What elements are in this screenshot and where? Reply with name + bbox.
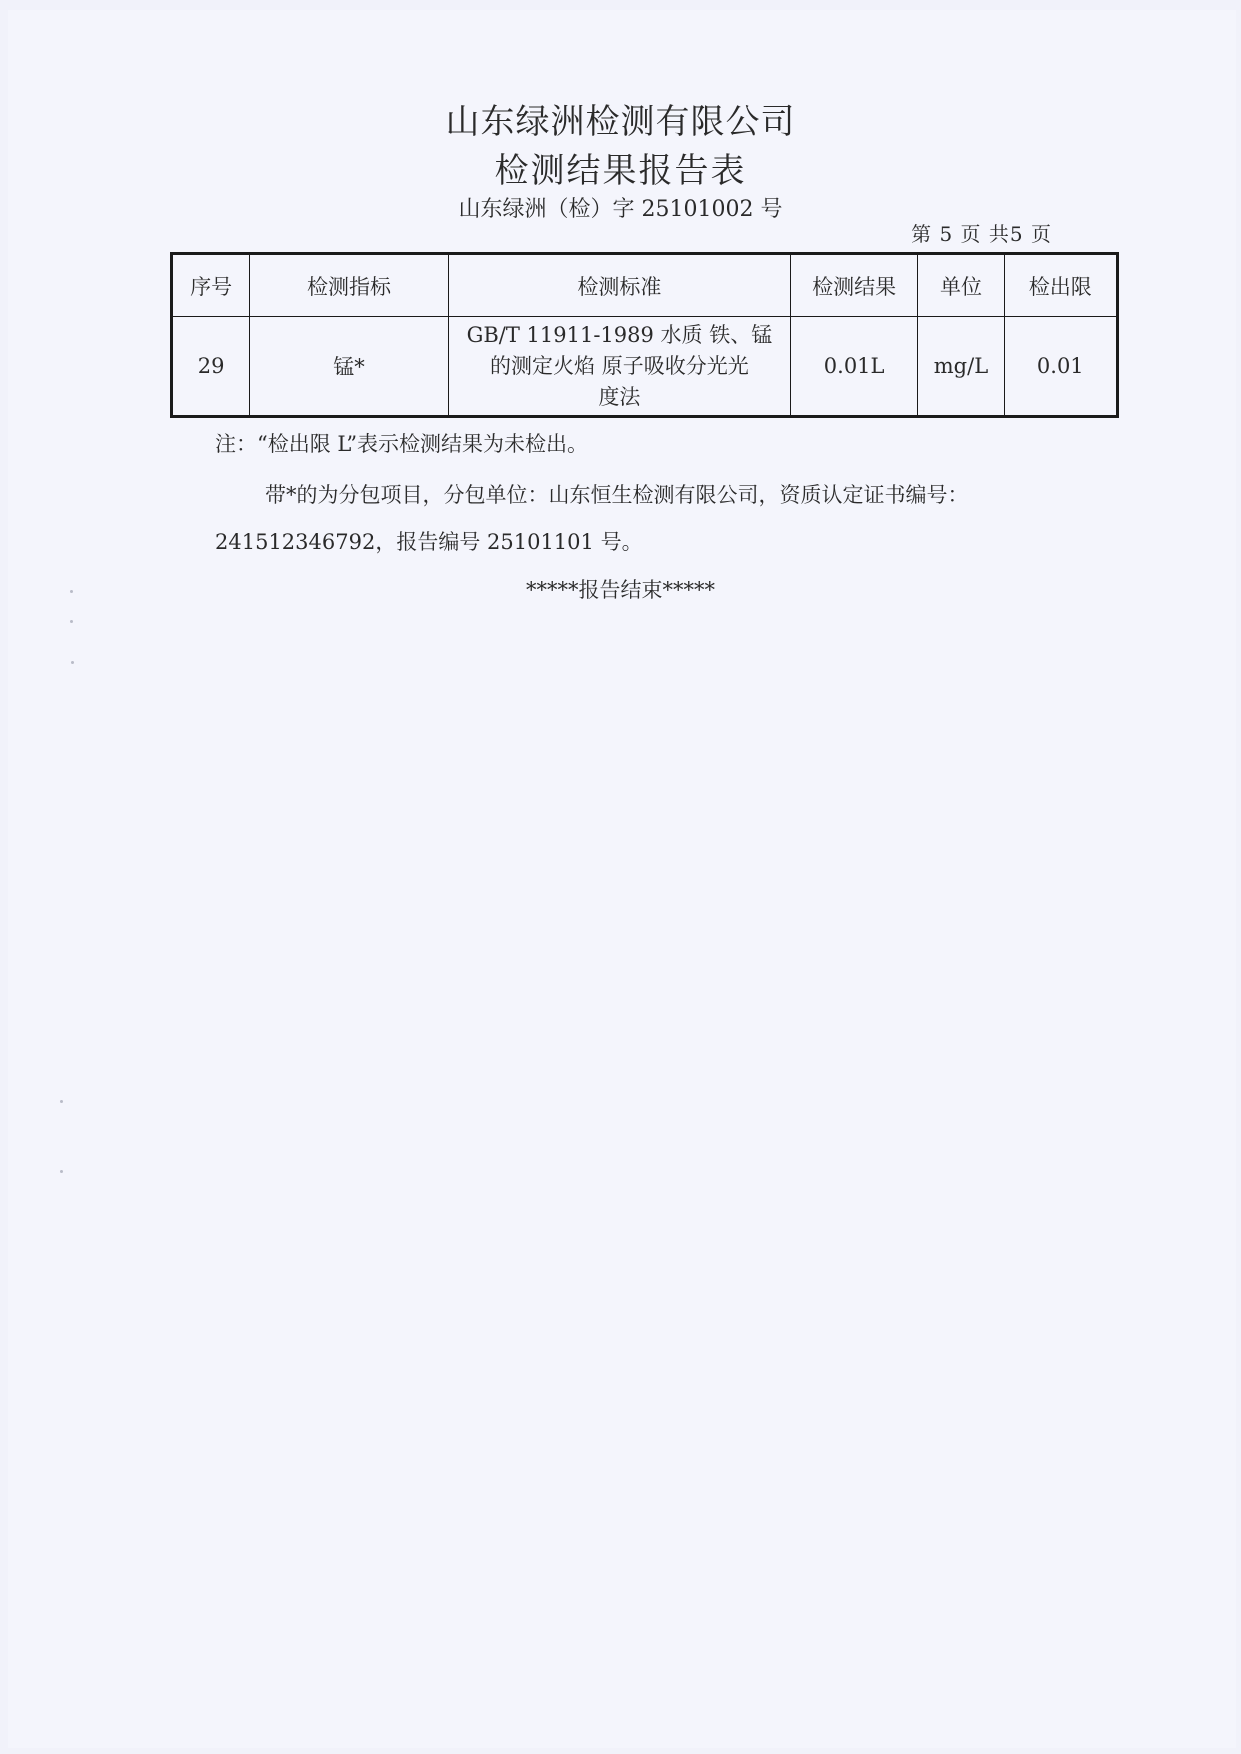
column-header-standard: 检测标准 — [448, 254, 790, 317]
results-table — [170, 252, 1119, 418]
scan-mark — [70, 590, 73, 593]
scan-mark — [60, 1170, 63, 1173]
report-title: 检测结果报告表 — [494, 151, 747, 191]
note-subcontract: 带*的为分包项目，分包单位：山东恒生检测有限公司，资质认定证书编号： — [265, 483, 969, 507]
standard-line: 的测定火焰 原子吸收分光光 — [490, 353, 749, 378]
standard-line: GB/T 11911-1989 水质 铁、锰 — [466, 322, 773, 347]
note-certificate: 241512346792，报告编号 25101101 号。 — [215, 530, 643, 554]
column-header-limit: 检出限 — [1004, 254, 1117, 317]
table-header-row — [172, 254, 1118, 317]
cell-result: 0.01L — [790, 317, 917, 417]
standard-line: 度法 — [598, 384, 641, 409]
scan-mark — [60, 1100, 63, 1103]
cell-unit: mg/L — [918, 317, 1004, 417]
column-header-item: 检测指标 — [250, 254, 449, 317]
cell-standard — [448, 317, 790, 417]
report-number: 山东绿洲（检）字 25101002 号 — [458, 197, 783, 222]
cell-item: 锰* — [250, 317, 449, 417]
table-row — [172, 317, 1118, 417]
column-header-no: 序号 — [172, 254, 250, 317]
page-indicator: 第 5 页 共5 页 — [911, 222, 1052, 246]
scan-mark — [71, 661, 74, 664]
column-header-unit: 单位 — [918, 254, 1004, 317]
column-header-result: 检测结果 — [790, 254, 917, 317]
report-end-mark: *****报告结束***** — [526, 578, 715, 602]
company-name: 山东绿洲检测有限公司 — [445, 102, 796, 142]
note-detection-limit: 注：“检出限 L”表示检测结果为未检出。 — [215, 432, 589, 456]
cell-no: 29 — [172, 317, 250, 417]
scan-mark — [70, 620, 73, 623]
cell-limit: 0.01 — [1004, 317, 1117, 417]
